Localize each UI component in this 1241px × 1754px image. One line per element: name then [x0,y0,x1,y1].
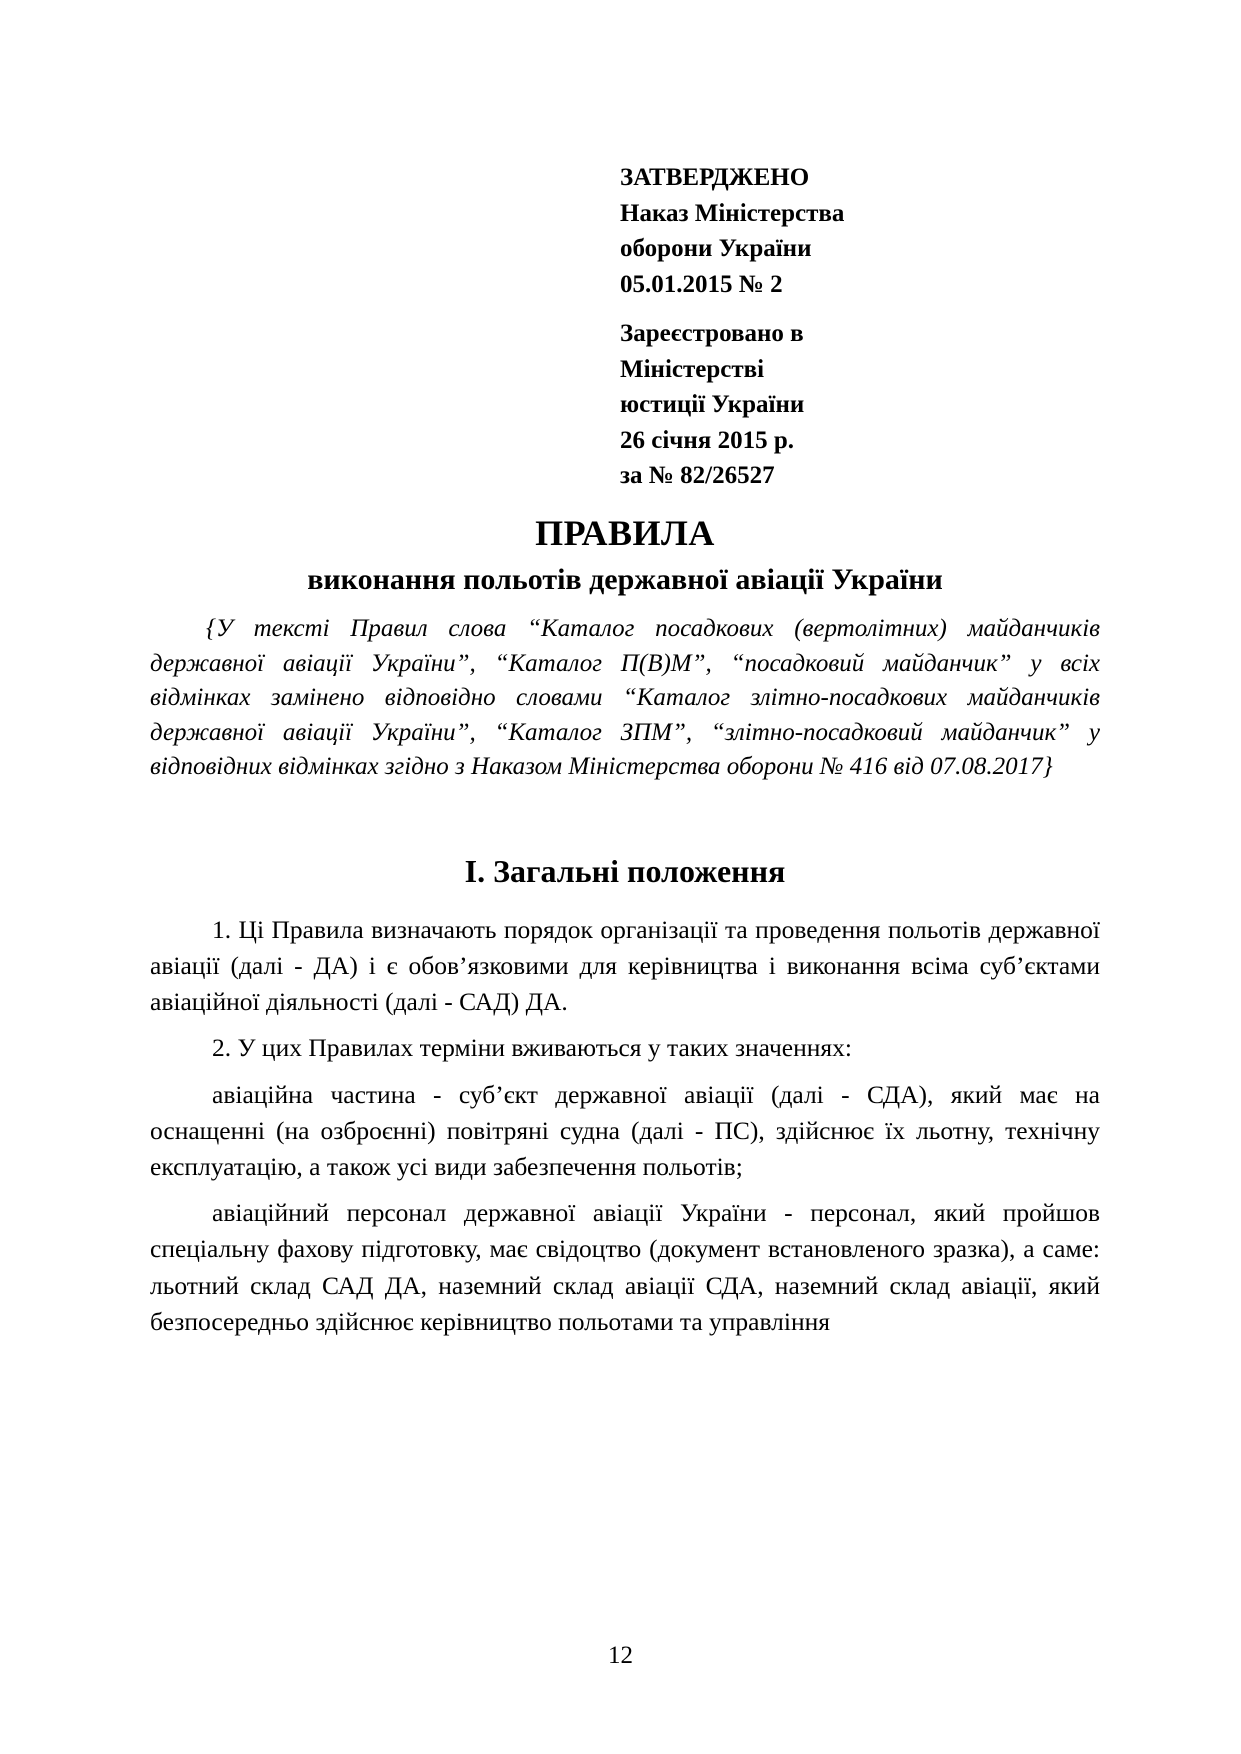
amendment-note: {У тексті Правил слова “Каталог посадкових (вертолітних) майданчиків державної авіації України”, “Каталог П(В)М”, “посадковий майданчик” у всіх відмінках замінено відповідно словами “Каталог злітно-посадкових майданчиків державної авіації України”, “Каталог ЗПМ”, “злітно-посадковий майданчик” у відповідних відмінках згідно з Наказом Міністерства оборони № 416 від 07.08.2017} [150,615,1100,781]
paragraph-2: 2. У цих Правилах терміни вживаються у таких значеннях: [212,1033,852,1063]
section-heading: I. Загальні положення [464,852,786,889]
registration-line-justice: юстиції України [620,391,805,418]
approval-block [150,160,1100,494]
registration-line-number: за № 82/26527 [620,462,775,489]
approval-line-order-date-number: 05.01.2015 № 2 [620,270,783,298]
approval-line-ministry-defence: оборони України [620,235,812,262]
page-content [150,160,1100,1340]
approval-line-approved: ЗАТВЕРДЖЕНО [620,164,810,191]
page-number: 12 [608,1642,633,1669]
paragraph-1: 1. Ці Правила визначають порядок організації та проведення польотів державної авіації (далі - ДА) і є обов’язковими для керівництва і виконання всіма суб’єктами авіаційної діяльності (далі - САД) ДА. [150,914,1100,1017]
approval-group-order [620,160,920,302]
paragraph-definition-aviation-unit: авіаційна частина - суб’єкт державної авіації (далі - СДА), який має на оснащенні (на озброєнні) повітряні судна (далі - ПС), здійснює їх льотну, технічну експлуатацію, а також усі види забезпечення польотів; [150,1079,1100,1181]
registration-line-date: 26 січня 2015 р. [620,426,794,454]
approval-column [620,160,920,494]
registration-line-ministry: Міністерстві [620,355,765,383]
paragraph-definition-aviation-personnel: авіаційний персонал державної авіації України - персонал, який пройшов спеціальну фахову підготовку, має свідоцтво (документ встановленого зразка), а саме: льотний склад САД ДА, наземний склад авіації СДА, наземний склад авіації, який безпосередньо здійснює керівництво польотами та управління [150,1198,1100,1336]
page-title: ПРАВИЛА [535,512,715,553]
registration-line-registered: Зареєстровано в [620,320,804,347]
page-subtitle: виконання польотів державної авіації України [307,562,943,596]
approval-group-registration [620,316,920,494]
approval-line-ministry-order: Наказ Міністерства [620,199,845,227]
